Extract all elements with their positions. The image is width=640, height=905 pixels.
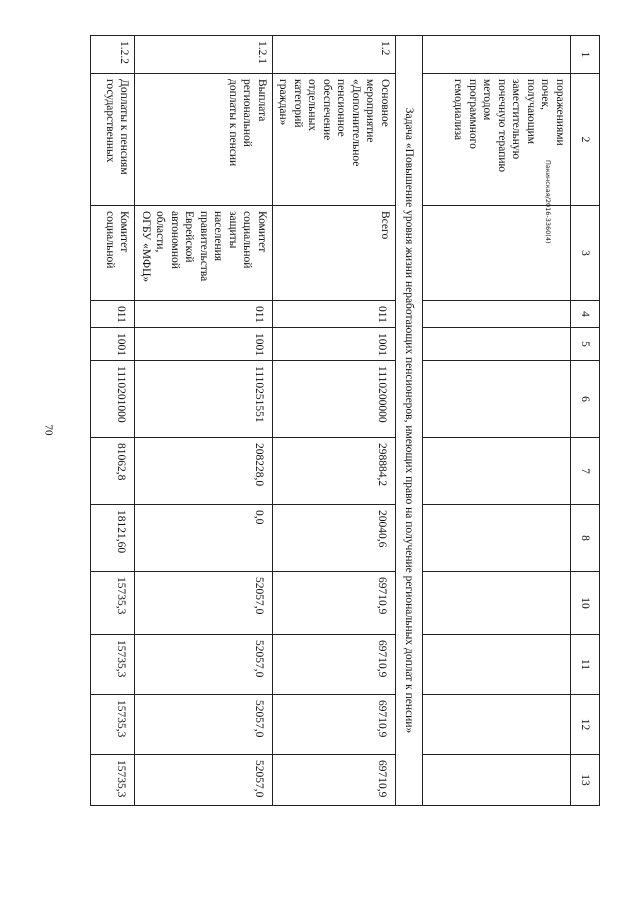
cell-value: 69710,9 [273,755,396,806]
cell-value: 15735,3 [91,572,135,635]
table-row [423,36,571,806]
cell-description: Основное мероприятие «Дополнительное пенсионное обеспечение отдельных категорий граждан» [273,74,396,206]
header-cell: 2 [571,74,600,206]
header-cell: 13 [571,755,600,806]
cell-value: 52057,0 [135,695,273,755]
cell-grbs: 011 [273,301,396,328]
cell-value: 298884,2 [273,438,396,505]
cell-value: 52057,0 [135,635,273,695]
cell-value: 15735,3 [91,695,135,755]
header-cell: 6 [571,361,600,438]
header-cell: 3 [571,206,600,301]
cell-executor: Всего [273,206,396,301]
cell-rzpr: 1001 [135,328,273,361]
cell-value: 208228,0 [135,438,273,505]
cell-value: 69710,9 [273,635,396,695]
cell-description: поражениями почек, получающим заместительную почечную терапию методом программного гемодиализа [423,74,571,206]
task-title: Задача «Повышение уровня жизни неработающих пенсионеров, имеющих право на получение региональных доплат к пенсии» [396,36,423,806]
cell-value: 15735,3 [91,635,135,695]
cell-value: 20040,6 [273,505,396,572]
rotated-page [18,35,600,805]
cell-number: 1.2.2 [91,36,135,74]
cell-csr: 1110251551 [135,361,273,438]
cell-description: Доплаты к пенсиям государственных [91,74,135,206]
header-cell: 1 [571,36,600,74]
header-cell: 5 [571,328,600,361]
table-row [273,36,396,806]
header-cell: 4 [571,301,600,328]
cell-executor: Комитет социальной [91,206,135,301]
header-cell: 7 [571,438,600,505]
page-number: 70 [42,424,55,436]
cell-rzpr: 1001 [91,328,135,361]
cell-number: 1.2.1 [135,36,273,74]
cell-grbs: 011 [91,301,135,328]
header-cell: 8 [571,505,600,572]
cell-description: Выплата региональной доплаты к пенсии [135,74,273,206]
document-stamp: Пакинская/2016-3360(4) [544,160,552,244]
table-row [91,36,135,806]
cell-value: 81062,8 [91,438,135,505]
cell-grbs: 011 [135,301,273,328]
cell-value: 69710,9 [273,572,396,635]
cell-value: 69710,9 [273,695,396,755]
task-row [396,36,423,806]
cell-value: 18121,60 [91,505,135,572]
cell-value: 0,0 [135,505,273,572]
cell-number: 1.2 [273,36,396,74]
cell-csr: 1110200000 [273,361,396,438]
header-cell: 11 [571,635,600,695]
cell-value: 15735,3 [91,755,135,806]
header-cell: 10 [571,572,600,635]
cell-value: 52057,0 [135,572,273,635]
header-row [571,36,600,806]
budget-table [91,35,601,806]
table-row [135,36,273,806]
cell-rzpr: 1001 [273,328,396,361]
header-cell: 12 [571,695,600,755]
cell-executor: Комитет социальной защиты населения правительства Еврейской автономной области, ОГБУ «МФЦ» [135,206,273,301]
cell-csr: 1110201000 [91,361,135,438]
cell-value: 52057,0 [135,755,273,806]
